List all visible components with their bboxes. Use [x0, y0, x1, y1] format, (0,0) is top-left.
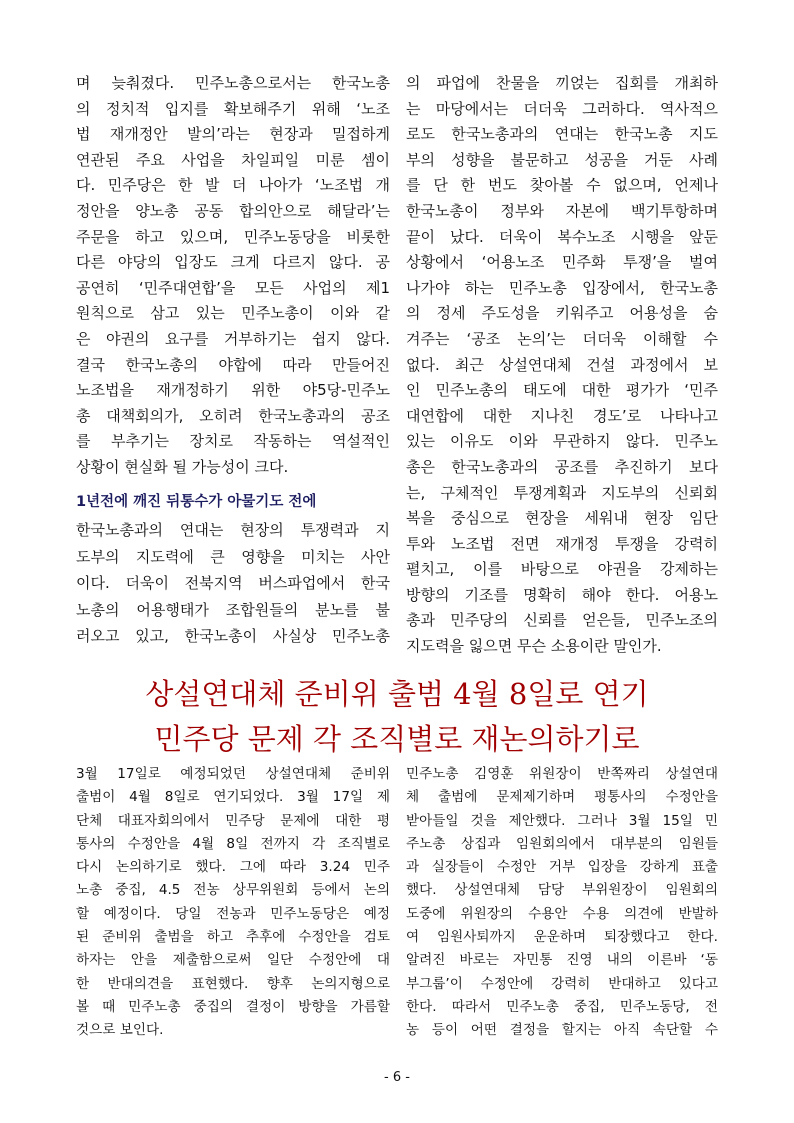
text-line: 체 출범에 문제제기하며 평통사의 수정안을 [406, 789, 718, 806]
text-line: 총은 한국노총과의 공조를 추진하기 보다 [406, 457, 718, 476]
text-line: 단체 대표자회의에서 민주당 문제에 대한 평 [76, 812, 390, 829]
text-line: 받아들일 것을 제안했다. 그러나 3월 15일 민 [406, 812, 718, 829]
text-line: 이다. 더욱이 전북지역 버스파업에서 한국 [76, 574, 390, 592]
text-line: 도부의 지도력에 큰 영향을 미치는 사안 [76, 547, 390, 566]
text-line: 여 임원사퇴까지 운운하며 퇴장했다고 한다. [406, 929, 718, 946]
text-line: 지도력을 잃으면 무슨 소용이란 말인가. [406, 637, 662, 656]
article2-right-column [406, 763, 718, 1043]
article1-left-column-2 [76, 517, 390, 650]
text-line: 한 반대의견을 표현했다. 향후 논의지형으로 [76, 975, 390, 992]
text-line: 할 예정이다. 당일 전농과 민주노동당은 예정 [76, 905, 390, 922]
text-line: 노총의 어용행태가 조합원들의 분노를 불 [76, 600, 390, 619]
page-number: - 6 - [384, 1070, 410, 1085]
text-line: 한국노총과의 연대는 현장의 투쟁력과 지 [76, 521, 390, 539]
text-line: 결국 한국노총의 야합에 따라 만들어진 [76, 355, 390, 374]
text-line: 농 등이 어떤 결정을 할지는 아직 속단할 수 [406, 1022, 718, 1039]
text-line: 연관된 주요 사업을 차일피일 미룬 셈이 [76, 150, 390, 169]
text-line: 출범이 4월 8일로 연기되었다. 3월 17일 제 [76, 789, 390, 806]
text-line: 원칙으로 삼고 있는 민주노총이 이와 같 [76, 304, 390, 323]
text-line: 복을 중심으로 현장을 세워내 현장 임단 [406, 509, 718, 528]
text-line: 투와 노조법 전면 재개정 투쟁을 강력히 [406, 534, 718, 553]
text-line: 법 재개정안 발의’라는 현장과 밀접하게 [76, 125, 390, 144]
text-line: 며 늦춰졌다. 민주노총으로서는 한국노총 [76, 74, 390, 92]
text-line: 것으로 보인다. [76, 1022, 164, 1039]
article1-left-column [76, 71, 390, 481]
text-line: 러오고 있고, 한국노총이 사실상 민주노총 [76, 627, 390, 645]
text-line: 있는 이유도 이와 무관하지 않다. 민주노 [406, 432, 718, 451]
text-line: 방향의 기조를 명확히 해야 한다. 어용노 [406, 585, 718, 604]
text-line: 공연히 ‘민주대연합’을 모든 사업의 제1 [76, 278, 390, 297]
text-line: 볼 때 민주노총 중집의 결정이 방향을 가름할 [76, 998, 390, 1015]
text-line: 의 정세 주도성을 키워주고 어용성을 숨 [406, 304, 718, 323]
article2-left-column [76, 763, 390, 1043]
text-line: 부의 성향을 불문하고 성공을 거둔 사례 [406, 150, 718, 169]
text-line: 겨주는 ‘공조 논의’는 더더욱 이해할 수 [406, 329, 718, 348]
text-line: 없다. 최근 상설연대체 건설 과정에서 보 [406, 355, 718, 374]
text-line: 통사의 수정안을 4월 8일 전까지 각 조직별로 [76, 835, 390, 852]
text-line: 상황이 현실화 될 가능성이 크다. [76, 457, 289, 476]
text-line: 은 야권의 요구를 거부하기는 쉽지 않다. [76, 329, 390, 348]
text-line: 의 정치적 입지를 확보해주기 위해 ‘노조 [76, 99, 390, 118]
article2-headline [0, 672, 794, 762]
text-line: 총과 민주당의 신뢰를 얻은들, 민주노조의 [406, 611, 718, 630]
text-line: 했다. 상설연대체 담당 부위원장이 임원회의 [406, 882, 718, 899]
text-line: 민주노총 김영훈 위원장이 반쪽짜리 상설연대 [406, 766, 718, 782]
text-line: 도중에 위원장의 수용안 수용 의견에 반발하 [406, 905, 718, 922]
text-line: 주노총 상집과 임원회의에서 대부분의 임원들 [406, 835, 718, 852]
text-line: 한다. 따라서 민주노총 중집, 민주노동당, 전 [406, 998, 718, 1015]
text-line: 로도 한국노총과의 연대는 한국노총 지도 [406, 125, 718, 144]
text-line: 펼치고, 이를 바탕으로 야권을 강제하는 [406, 560, 718, 579]
text-line: 부그룹’이 수정안에 강력히 반대하고 있다고 [406, 975, 718, 992]
text-line: 다. 민주당은 한 발 더 나아가 ‘노조법 개 [76, 176, 390, 195]
text-line: 는 마당에서는 더더욱 그러하다. 역사적으 [406, 99, 718, 118]
text-line: 한국노총이 정부와 자본에 백기투항하며 [406, 201, 718, 220]
text-line: 노조법을 재개정하기 위한 야5당-민주노 [76, 381, 390, 400]
text-line: 상황에서 ‘어용노조 민주화 투쟁’을 벌여 [406, 253, 718, 272]
text-line: 노총 중집, 4.5 전농 상무위원회 등에서 논의 [76, 882, 390, 899]
text-line: 된 준비위 출범을 하고 추후에 수정안을 검토 [76, 929, 390, 946]
text-line: 다시 논의하기로 했다. 그에 따라 3.24 민주 [76, 859, 390, 876]
text-line: 과 실장들이 수정안 거부 입장을 강하게 표출 [406, 859, 718, 876]
text-line: 정안을 양노총 공동 합의안으로 해달라’는 [76, 201, 390, 220]
text-line: 를 부추기는 장치로 작동하는 역설적인 [76, 432, 390, 451]
text-line: 인 민주노총의 태도에 대한 평가가 ‘민주 [406, 381, 718, 400]
text-line: 주문을 하고 있으며, 민주노동당을 비롯한 [76, 227, 390, 246]
text-line: 는, 구체적인 투쟁계획과 지도부의 신뢰회 [406, 483, 718, 502]
text-line: 총 대책회의가, 오히려 한국노총과의 공조 [76, 406, 390, 425]
text-line: 나가야 하는 민주노총 입장에서, 한국노총 [406, 278, 718, 297]
text-line: 다른 야당의 입장도 크게 다르지 않다. 공 [76, 253, 390, 272]
text-line: 하자는 안을 제출함으로써 일단 수정안에 대 [76, 952, 390, 969]
headline-line-1: 상설연대체 준비위 출범 4월 8일로 연기 [145, 677, 649, 711]
text-line: 의 파업에 찬물을 끼얹는 집회를 개최하 [406, 74, 718, 92]
article1-right-column [406, 71, 718, 660]
article1-subheading: 1년전에 깨진 뒤통수가 아물기도 전에 [76, 494, 317, 510]
text-line: 3월 17일로 예정되었던 상설연대체 준비위 [76, 766, 390, 782]
text-line: 를 단 한 번도 찾아볼 수 없으며, 언제나 [406, 176, 718, 195]
text-line: 끝이 났다. 더욱이 복수노조 시행을 앞둔 [406, 227, 718, 246]
text-line: 알려진 바로는 자민통 진영 내의 이른바 ‘동 [406, 952, 718, 969]
headline-line-2: 민주당 문제 각 조직별로 재논의하기로 [154, 722, 640, 756]
text-line: 대연합에 대한 지나친 경도’로 나타나고 [406, 406, 718, 425]
